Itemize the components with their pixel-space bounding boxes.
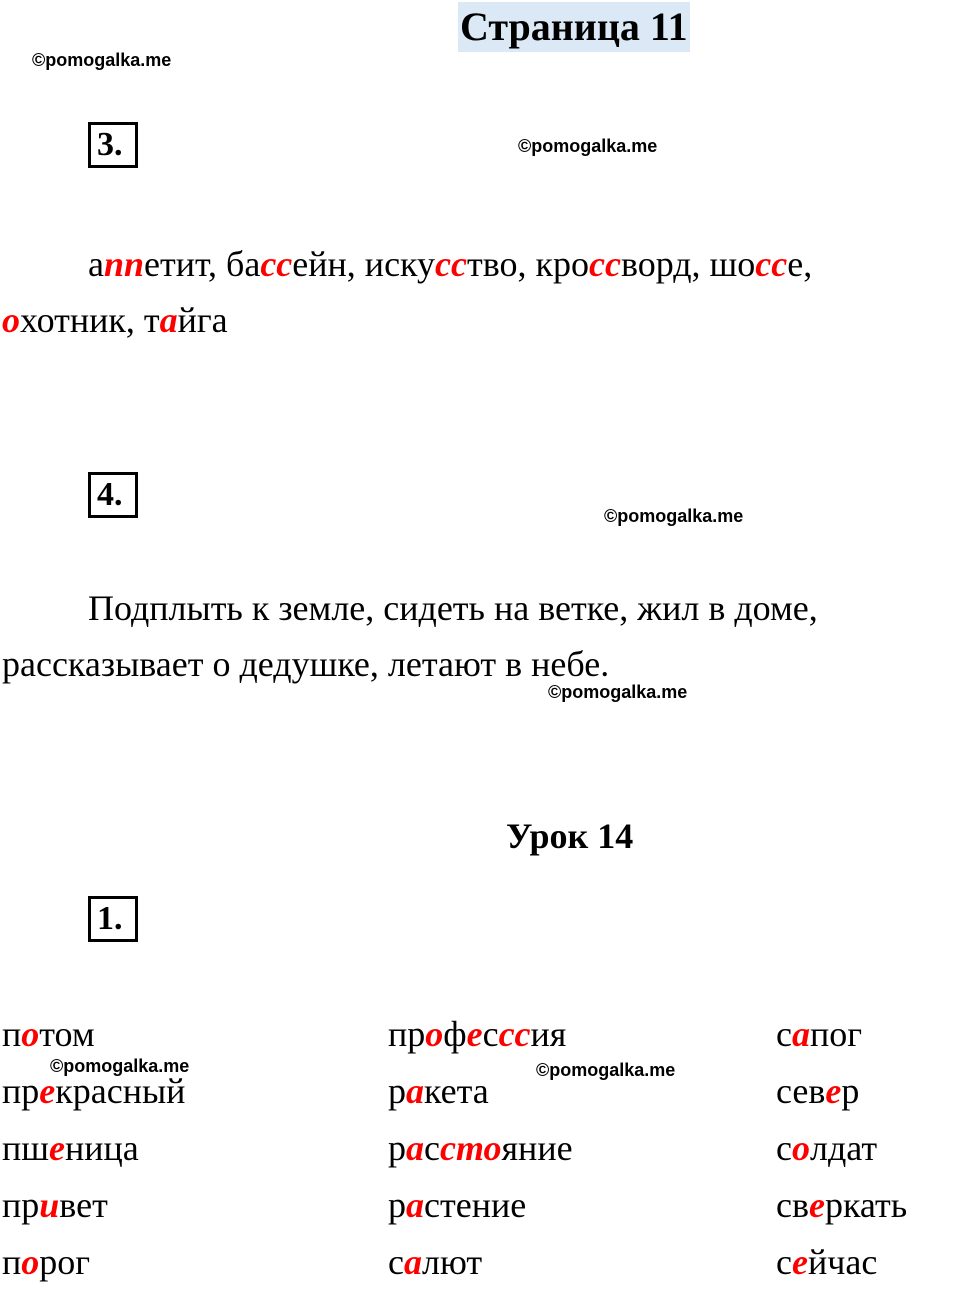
text-segment: стение: [424, 1185, 527, 1225]
text-segment: п: [2, 1242, 22, 1282]
word: [2, 1234, 185, 1291]
watermark: ©pomogalka.me: [50, 1056, 190, 1076]
text-segment: лдат: [809, 1128, 878, 1168]
text-segment: ница: [64, 1128, 139, 1168]
text-segment: пр: [2, 1071, 40, 1111]
watermark: ©pomogalka.me: [518, 136, 658, 156]
text-segment: ия: [530, 1014, 567, 1054]
word: [388, 1234, 573, 1291]
highlighted-letters: е: [39, 1071, 56, 1111]
highlighted-letters: и: [39, 1185, 60, 1225]
highlighted-letters: е: [49, 1128, 65, 1168]
text-segment: красный: [55, 1071, 186, 1111]
text-segment: с: [776, 1014, 792, 1054]
highlighted-letters: а: [159, 300, 178, 340]
highlighted-letters: а: [406, 1185, 424, 1225]
highlighted-letters: о: [2, 300, 20, 340]
exercise-4-text: [2, 580, 960, 692]
text-line: [2, 236, 960, 292]
text-segment: сев: [776, 1071, 826, 1111]
highlighted-letters: сс: [755, 244, 788, 284]
exercise-number-box: 1.: [88, 896, 138, 942]
highlighted-letters: о: [483, 1128, 502, 1168]
text-segment: р: [388, 1185, 406, 1225]
exercise-3-text: [2, 236, 960, 348]
text-segment: йга: [177, 300, 228, 340]
highlighted-letters: сс: [260, 244, 293, 284]
text-segment: р: [841, 1071, 860, 1111]
text-segment: яние: [501, 1128, 573, 1168]
page-title: Страница 11: [458, 2, 690, 52]
exercise-number-box: 4.: [88, 472, 138, 518]
text-segment: лют: [421, 1242, 483, 1282]
text-segment: пр: [388, 1014, 426, 1054]
word-column-1: [2, 1006, 185, 1291]
text-line: [2, 580, 960, 636]
watermark: ©pomogalka.me: [536, 1060, 676, 1080]
word: [388, 1006, 573, 1063]
text-segment: рог: [39, 1242, 91, 1282]
text-segment: хотник, т: [20, 300, 160, 340]
text-segment: вет: [59, 1185, 108, 1225]
text-segment: рассказывает о дедушке, летают в небе.: [2, 644, 610, 684]
text-segment: пог: [809, 1014, 863, 1054]
highlighted-letters: е: [808, 1185, 825, 1225]
highlighted-letters: ст: [439, 1128, 484, 1168]
text-segment: с: [776, 1128, 792, 1168]
word: [776, 1063, 907, 1120]
highlighted-letters: о: [21, 1242, 40, 1282]
highlighted-letters: е: [791, 1242, 808, 1282]
word: [2, 1177, 185, 1234]
highlighted-letters: а: [406, 1128, 424, 1168]
exercise-number-box: 3.: [88, 122, 138, 168]
highlighted-letters: о: [791, 1128, 810, 1168]
text-segment: е,: [787, 244, 813, 284]
watermark: ©pomogalka.me: [604, 506, 744, 526]
word: [388, 1120, 573, 1177]
text-segment: том: [39, 1014, 95, 1054]
highlighted-letters: сс: [588, 244, 621, 284]
text-segment: р: [388, 1128, 406, 1168]
word: [2, 1006, 185, 1063]
text-segment: йчас: [807, 1242, 878, 1282]
text-segment: ркать: [824, 1185, 908, 1225]
word: [776, 1177, 907, 1234]
text-segment: с: [388, 1242, 404, 1282]
word: [776, 1234, 907, 1291]
text-segment: пр: [2, 1185, 40, 1225]
text-segment: ф: [443, 1014, 467, 1054]
text-segment: п: [2, 1014, 22, 1054]
text-segment: кета: [424, 1071, 489, 1111]
word: [2, 1120, 185, 1177]
text-segment: Подплыть к земле, сидеть на ветке, жил в доме,: [88, 588, 818, 628]
text-segment: с: [482, 1014, 499, 1054]
highlighted-letters: о: [21, 1014, 40, 1054]
word: [776, 1006, 907, 1063]
watermark: ©pomogalka.me: [32, 50, 172, 70]
highlighted-letters: а: [791, 1014, 810, 1054]
text-segment: с: [776, 1242, 792, 1282]
text-line: [2, 636, 960, 692]
text-segment: р: [388, 1071, 406, 1111]
highlighted-letters: а: [403, 1242, 422, 1282]
text-segment: ейн, иску: [292, 244, 436, 284]
highlighted-letters: сс: [498, 1014, 531, 1054]
word-column-3: [776, 1006, 907, 1291]
highlighted-letters: а: [406, 1071, 424, 1111]
text-segment: пш: [2, 1128, 49, 1168]
text-segment: а: [88, 244, 104, 284]
text-segment: с: [424, 1128, 440, 1168]
word-column-2: [388, 1006, 573, 1291]
highlighted-letters: о: [425, 1014, 444, 1054]
lesson-title: Урок 14: [506, 816, 634, 856]
text-segment: ворд, шо: [620, 244, 756, 284]
highlighted-letters: пп: [103, 244, 145, 284]
watermark: ©pomogalka.me: [548, 682, 688, 702]
text-segment: етит, ба: [144, 244, 261, 284]
text-segment: св: [776, 1185, 809, 1225]
word: [388, 1177, 573, 1234]
highlighted-letters: е: [466, 1014, 483, 1054]
word: [776, 1120, 907, 1177]
highlighted-letters: сс: [435, 244, 467, 284]
text-segment: тво, кро: [467, 244, 589, 284]
text-line: [2, 292, 960, 348]
highlighted-letters: е: [825, 1071, 842, 1111]
